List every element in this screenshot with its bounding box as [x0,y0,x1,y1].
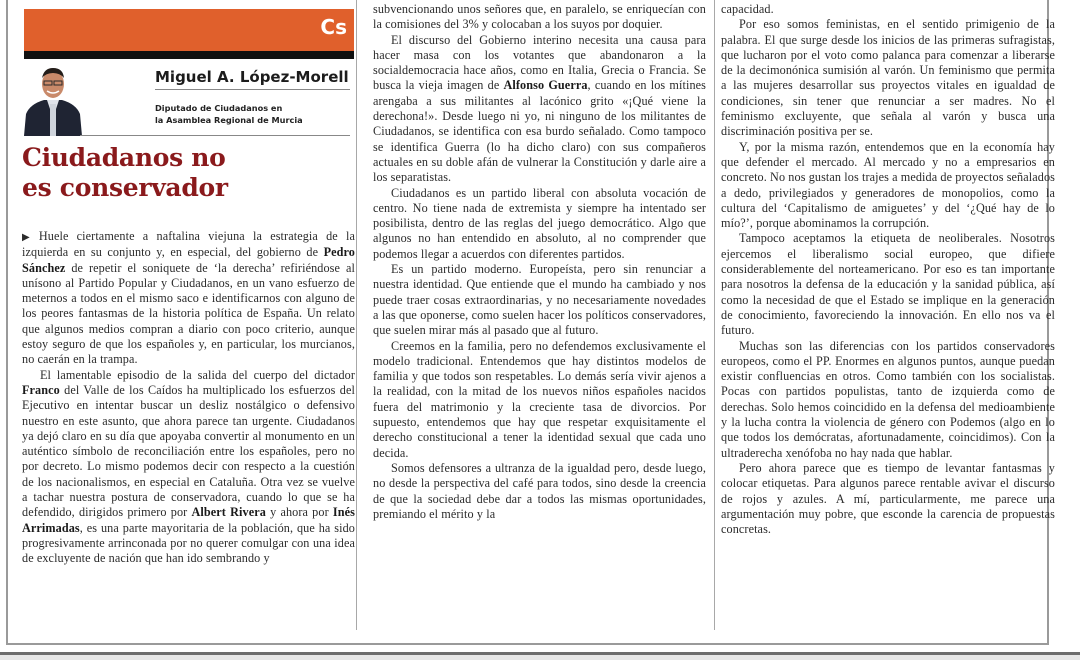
text-run: , cuando en los mítines arengaba a sus militantes al lacónico grito «¡Qué viene la derechona!». Desde luego ni yo, ni ninguno de los militantes de Ciudadanos, se identifica con esa burdo señalado. Como tampoco se identifica Guerra (lo ha dicho claro) con sus compañeros actuales en su doble afán de vulnerar la Constitución y darle aire a los separatistas. [373,78,707,185]
text-run: y ahora por [265,505,333,520]
bold-name: Pedro Sánchez [22,245,355,275]
article-column-3 [721,2,1055,537]
paragraph: Creemos en la familia, pero no defendemos exclusivamente el modelo tradicional. Entendemos que hay distintos modelos de familia y que todos son respetables. Lo demás sería vivir ajenos a la realidad, con la mitad de los nuevos niños españoles nacidos fuera del matrimonio y la creciente tasa de divorcios. Por supuesto, entendemos que hay que respetar exquisitamente el derecho constitucional a tener la identidad sexual que cada uno decida. [373,338,706,460]
bold-name: Alfonso Guerra [503,78,588,93]
author-name: Miguel A. López-Morell [155,68,349,86]
article-headline [22,143,352,203]
paragraph-continued: capacidad. [721,2,774,16]
headline-line-2: es conservador [22,173,228,202]
article-column-2 [373,2,706,522]
paragraph: Ciudadanos es un partido liberal con absoluta vocación de centro. No tiene nada de extremista y siempre ha intentado ser posibilista, dentro de las reglas del juego democrático. Algo que algunos no han entendido en absoluto, al no comprender que podemos llegar a acuerdos con diferentes partidos. [373,185,706,261]
text-run: del Valle de los Caídos ha multiplicado los esfuerzos del Ejecutivo en intentar buscar un desliz nostálgico o defensivo nuestro en este asunto, que ahora parece tan urgente. Ciudadanos ya dejó claro en su día que apoyaba convertir al monumento en un auténtico símbolo de reconciliación entre los españoles, pero no por decreto. Lo mismo podemos decir con respecto a la cuestión de los nacionalismos, en especial en Cataluña. Otra vez se vuelve a tachar nuestra postura de conservadora, cuando lo que se ha defendido, dirigidos primero por [22,382,355,520]
paragraph: Es un partido moderno. Europeísta, pero sin renunciar a nuestra identidad. Que entiende que el mundo ha cambiado y nos puede traer cosas extraordinarias, y no necesariamente novedades a las que oponerse, como suelen hacer los políticos conservadores, que suelen mirar más al pasado que al futuro. [373,262,706,338]
headline-line-1: Ciudadanos no [22,143,226,172]
paragraph [22,368,355,567]
paragraph: Somos defensores a ultranza de la igualdad pero, desde luego, no desde la perspectiva del café para todos, sino desde la creencia de que la sociedad debe dar a todos las mismas oportunidades, premiando el mérito y la [373,460,706,521]
paragraph: Muchas son las diferencias con los partidos conservadores europeos, como el PP. Enormes en algunos puntos, aunque puedan existir confluencias en otros. Como también con los socialistas. Pocas con partidos populistas, tanto de izquierda como de derechas. Solo hemos coincidido en la defensa del medioambiente y la lucha contra la violencia de género con Podemos (algo en lo que todos los demócratas, afortunadamente, coincidimos). Con la ultraderecha xenófoba no hay nada que hablar. [721,338,1055,460]
text-run: de repetir el soniquete de ‘la derecha’ refiriéndose al unísono al Partido Popular y Ciudadanos, en un vano esfuerzo de meternos a todos en el mismo saco e identificarnos con alguno de los peores fantasmas de la historia política de España. Un relato que algunos medios compran a diario con poco criterio, aunque estoy seguro de que los españoles y, en particular, los murcianos, no caerán en la trampa. [22,260,355,367]
paragraph: Pero ahora parece que es tiempo de levantar fantasmas y colocar etiquetas. Para algunos parece rentable avivar el discurso de rojos y azules. A mí, particularmente, me parece una argumentación muy pobre, que esconde la carencia de propuestas concretas. [721,460,1055,537]
text-run: , es una parte mayoritaria de la población, que ha sido progresivamente arrinconada por no querer comulgar con una idea de excluyente de nación que han ido sembrando y [22,520,355,566]
paragraph-continued: subvencionando unos señores que, en paralelo, se enriquecían con la comisiones del 3% y colocaban a los suyos por doquier. [373,2,706,32]
article-column-1 [22,229,355,567]
section-banner [24,9,354,59]
text-run: El lamentable episodio de la salida del cuerpo del dictador [40,367,355,382]
author-role-line-1: Diputado de Ciudadanos en [155,103,283,113]
column-divider-2 [714,0,715,630]
cs-party-logo: Cs [320,15,347,39]
paragraph: Y, por la misma razón, entendemos que en la economía hay que defender el mercado. Al mercado y no a empresarios en concreto. No nos gustan los trajes a medida de proyectos señalados a dedo, privilegiados y generadores de monopolios, como la cultura del ‘Capitalismo de amiguetes’ y del ‘¿Qué hay de lo mío?’, porque abominamos la corrupción. [721,139,1055,231]
author-photo [20,62,86,136]
author-role-line-2: la Asamblea Regional de Murcia [155,115,303,125]
byline-rule [80,135,350,136]
page-bottom-margin [0,655,1080,660]
author-role [155,102,355,126]
bold-name: Franco [22,382,60,397]
column-divider-1 [356,0,357,630]
paragraph: Tampoco aceptamos la etiqueta de neoliberales. Nosotros ejercemos el liberalismo social europeo, que difiere considerablemente del norteamericano. Por eso es tan importante para nosotros la defensa de la educación y la sanidad pública, así como la necesidad de que el Estado se implique en la generación de conocimiento, favoreciendo la innovación. En ello nos va el futuro. [721,231,1055,338]
paragraph: Por eso somos feministas, en el sentido primigenio de la palabra. El que surge desde los inicios de las primeras sufragistas, que lucharon por el voto como palanca para comenzar a liberarse de la decimonónica sumisión al varón. Un feminismo que permita a las mujeres desarrollar sus proyectos vitales en igualdad de condiciones, sin tener que renunciar a ser madres. No el feminismo excluyente, que señala al varón y busca una discriminación positiva per se. [721,17,1055,139]
paragraph-lead [22,229,355,368]
paragraph [373,33,706,186]
bold-name: Albert Rivera [191,505,266,520]
author-name-rule [155,89,350,90]
text-run: Huele ciertamente a naftalina viejuna la estrategia de la izquierda en su conjunto y, en especial, del gobierno de [22,229,356,260]
bold-name: Inés Arrimadas [22,505,355,535]
play-triangle-icon: ▶ [22,232,35,243]
text-run: El discurso del Gobierno interino necesita una causa para hacer masa con los votantes que abandonaron a la socialdemocracia hace años, como en Italia, Grecia o Francia. Se busca la vieja imagen de [373,32,706,93]
